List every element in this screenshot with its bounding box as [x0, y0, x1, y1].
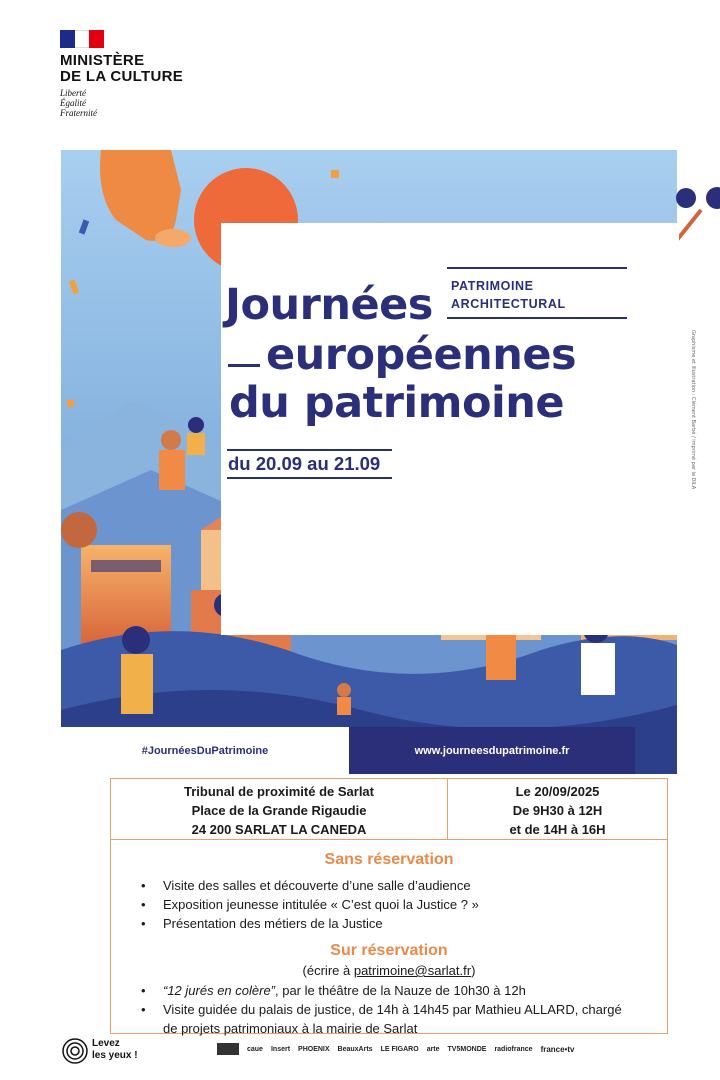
tour-details-line1: Visite guidée du palais de justice, de 14h à 14h45 par Mathieu ALLARD, chargé [163, 1002, 622, 1017]
schedule-afternoon: et de 14H à 16H [509, 822, 606, 837]
note-suffix: ) [471, 963, 476, 978]
section-reservation-title: Sur réservation [330, 942, 448, 959]
illustration-credit: Graphisme et illustration : Clément Barbé / imprimé par la DILA [690, 330, 696, 490]
event-poster [61, 150, 696, 774]
tagline-rule-bottom [447, 317, 627, 319]
reservation-list [111, 981, 667, 1038]
republic-motto [60, 88, 260, 118]
marianne-flag-icon [60, 30, 104, 48]
eu-flag-icon [217, 1043, 239, 1055]
tagline-rule-top [447, 267, 627, 269]
title-dash [228, 364, 260, 367]
partner-logo-tv5monde: TV5MONDE [447, 1045, 487, 1053]
motto-liberte: Liberté [60, 88, 86, 98]
list-item [111, 981, 667, 1000]
partner-logo-francetv: france•tv [540, 1044, 575, 1054]
levez-les-yeux-icon [62, 1038, 88, 1064]
poster-website-link[interactable]: www.journeesdupatrimoine.fr [349, 727, 635, 774]
list-item: • Exposition jeunesse intitulée « C’est quoi la Justice ? » [111, 895, 667, 914]
reservation-note [111, 962, 667, 980]
info-body [111, 840, 667, 1038]
poster-tagline-2: ARCHITECTURAL [451, 297, 566, 311]
ministry-name-line1: MINISTÈRE [60, 52, 145, 69]
motto-fraternite: Fraternité [60, 108, 97, 118]
levez-line2: les yeux ! [92, 1050, 138, 1061]
partner-logo-insert: Insert [270, 1045, 291, 1053]
partner-logo-figaro: LE FIGARO [380, 1045, 419, 1053]
dates-rule-top [227, 449, 392, 451]
tour-details-line2: de projets patrimoniaux à la mairie de Sarlat [163, 1021, 418, 1036]
levez-les-yeux-label [92, 1038, 138, 1062]
list-item: • Visite des salles et découverte d’une salle d’audience [111, 876, 667, 895]
partners-footer [62, 1036, 720, 1070]
motto-egalite: Égalité [60, 98, 86, 108]
note-prefix: (écrire à [302, 963, 354, 978]
play-details: , par le théâtre de la Nauze de 10h30 à 12h [275, 983, 526, 998]
partner-logo-radiofrance: radiofrance [494, 1045, 533, 1053]
list-item [111, 1000, 667, 1038]
poster-dates: du 20.09 au 21.09 [228, 453, 381, 474]
poster-title-line-2: européennes [266, 330, 577, 380]
schedule-date: Le 20/09/2025 [515, 784, 600, 799]
section-no-reservation-title: Sans réservation [324, 851, 454, 868]
no-reservation-list [111, 876, 667, 933]
info-header-row [111, 779, 667, 840]
dates-rule-bottom [227, 477, 392, 479]
poster-title-line-3: du patrimoine [229, 378, 565, 428]
venue-street: Place de la Grande Rigaudie [191, 803, 367, 818]
poster-hashtag: #JournéesDuPatrimoine [61, 727, 349, 774]
reservation-email-link[interactable]: patrimoine@sarlat.fr [353, 963, 472, 978]
ministry-name-line2: DE LA CULTURE [60, 68, 184, 85]
poster-tagline-1: PATRIMOINE [451, 279, 534, 293]
partner-logo-phoenix: PHOENIX [298, 1045, 330, 1053]
list-item: • Présentation des métiers de la Justice [111, 914, 667, 933]
ministry-logo [60, 30, 260, 118]
play-title: “12 jurés en colère” [163, 983, 275, 998]
partner-logo-arte: arte [426, 1045, 440, 1053]
venue-name: Tribunal de proximité de Sarlat [184, 784, 374, 799]
partner-logo-caue: caue [247, 1045, 263, 1053]
event-schedule [448, 779, 667, 839]
schedule-morning: De 9H30 à 12H [512, 803, 603, 818]
event-info-box [110, 778, 668, 1034]
levez-line1: Levez [92, 1038, 120, 1049]
venue-address [111, 779, 448, 839]
venue-city: 24 200 SARLAT LA CANEDA [191, 822, 367, 837]
partner-logos [217, 1043, 575, 1055]
poster-title-line-1: Journées [225, 280, 433, 330]
partner-logo-beauxarts: BeauxArts [337, 1045, 373, 1053]
